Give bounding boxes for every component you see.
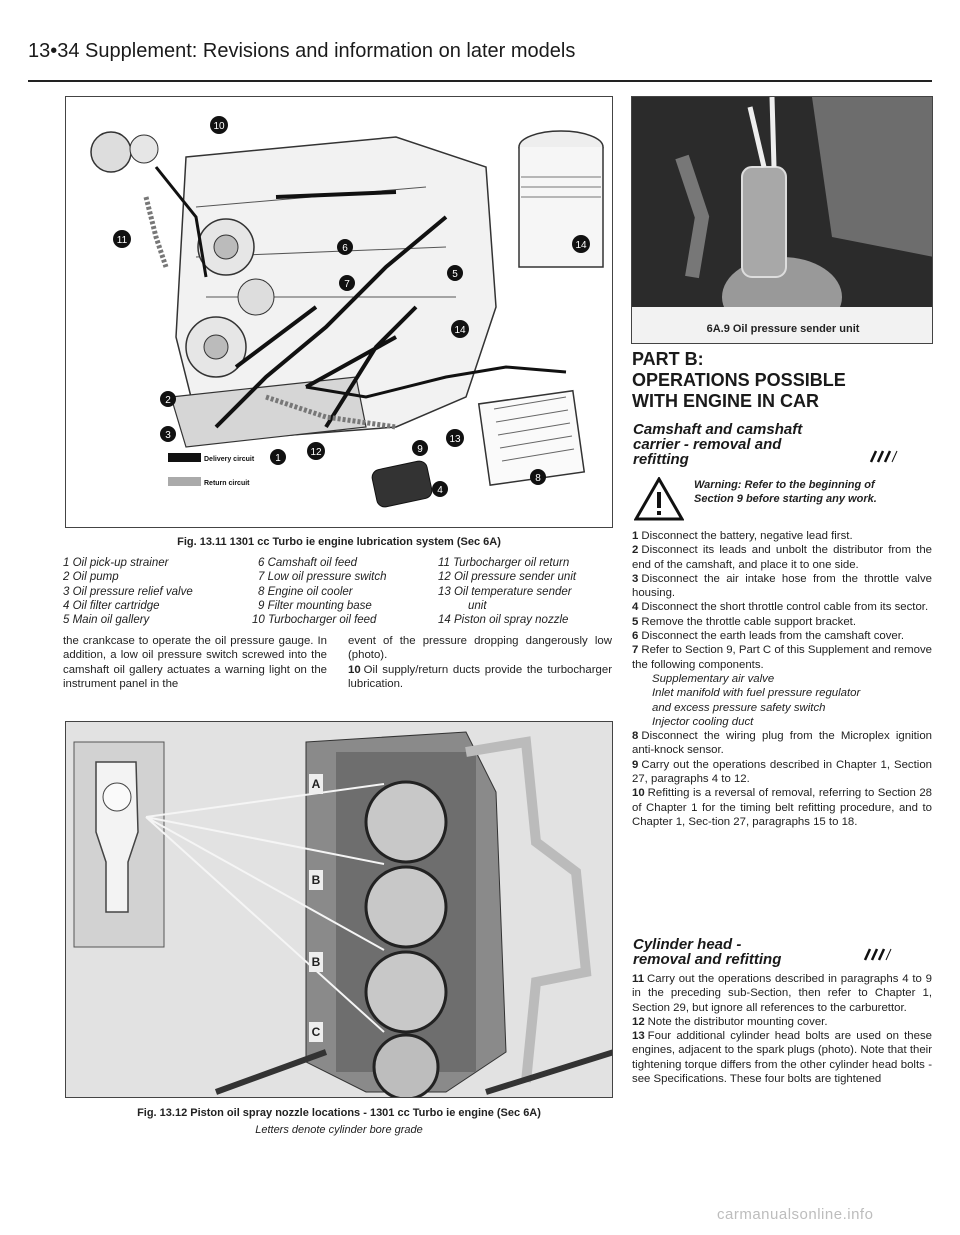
svg-text:A: A	[311, 777, 321, 791]
legend-item: 14 Piston oil spray nozzle	[438, 614, 569, 627]
photo-6a9	[631, 96, 933, 344]
callout-7	[339, 275, 355, 291]
step-item	[632, 629, 932, 643]
step-text: Remove the throttle cable support bracket.	[641, 615, 856, 628]
grade-letter-b	[309, 870, 323, 890]
step-item	[632, 1029, 932, 1086]
fig-13-12-subcaption: Letters denote cylinder bore grade	[255, 1124, 423, 1136]
step-text: Four additional cylinder head bolts are used on these engines, adjacent to the spark plugs (photo). Note that their tightening torque differs from the other cylinder head bolts - see Specifications. These four bolts are tightened	[632, 1030, 932, 1086]
step-number: 8	[632, 730, 639, 743]
svg-text:5: 5	[452, 269, 458, 280]
step-number: 9	[632, 758, 639, 771]
oil-pressure-sender-photo	[632, 97, 933, 344]
step-text: Disconnect the air intake hose from the throttle valve housing.	[632, 572, 932, 600]
svg-text:C: C	[311, 1025, 321, 1039]
step-text: Refitting is a reversal of removal, referring to Section 28 of Chapter 1 for the timing belt refitting procedure, and to Chapter 1, Sec-tion 27, paragraphs 15 to 18.	[632, 787, 932, 828]
legend-item: 8 Engine oil cooler	[258, 585, 353, 598]
component-item: Supplementary air valve	[652, 672, 775, 685]
step-item	[632, 1015, 932, 1029]
svg-text:B: B	[311, 955, 321, 969]
warning-triangle-icon	[634, 477, 684, 521]
legend-item: 10 Turbocharger oil feed	[252, 614, 377, 627]
step-text: Carry out the operations described in Chapter 1, Section 27, paragraphs 4 to 12.	[632, 758, 932, 786]
step-text: Disconnect the wiring plug from the Microplex ignition anti-knock sensor.	[632, 730, 932, 757]
difficulty-spanners-icon	[862, 946, 894, 962]
step-text: Disconnect its leads and unbolt the distributor from the end of the camshaft, and place it to one side.	[632, 544, 932, 571]
step-item	[632, 758, 932, 787]
step-item	[632, 786, 932, 829]
callout-8	[530, 469, 546, 485]
step-item	[632, 615, 932, 629]
step-number: 7	[632, 644, 639, 657]
page-header-title: 13•34 Supplement: Revisions and information on later models	[28, 40, 576, 62]
cylhead-heading-l1: Cylinder head -	[633, 936, 742, 953]
cylhead-heading-l2: removal and refitting	[633, 951, 782, 968]
svg-text:6: 6	[342, 243, 348, 254]
step-number: 11	[632, 973, 645, 985]
svg-text:13: 13	[449, 434, 461, 445]
component-item: and excess pressure safety switch	[652, 701, 826, 714]
return-circuit-label: Return circuit	[204, 480, 250, 487]
step-text: Disconnect the earth leads from the camshaft cover.	[641, 630, 905, 643]
return-circuit-swatch	[168, 477, 201, 486]
photo-6a9-caption: 6A.9 Oil pressure sender unit	[706, 323, 860, 335]
step-item	[632, 543, 932, 572]
legend-item: 1 Oil pick-up strainer	[63, 557, 169, 569]
callout-11	[113, 230, 131, 248]
legend-item: 6 Camshaft oil feed	[258, 557, 358, 569]
step-item	[632, 600, 932, 614]
step-text: Note the distributor mounting cover.	[647, 1015, 828, 1028]
difficulty-spanners-icon	[868, 448, 900, 464]
callout-2	[160, 391, 176, 407]
component-item: Injector cooling duct	[652, 715, 754, 728]
callout-1	[270, 449, 286, 465]
svg-text:7: 7	[344, 279, 350, 290]
step-number: 6	[632, 630, 639, 643]
callout-6	[337, 239, 353, 255]
component-item: Inlet manifold with fuel pressure regulator	[652, 687, 861, 700]
step-item	[632, 572, 932, 601]
grade-letter-a	[309, 774, 323, 794]
step-number: 2	[632, 544, 639, 557]
step-number: 3	[632, 572, 639, 585]
legend-column-2	[252, 556, 386, 627]
step-number: 12	[632, 1015, 645, 1028]
svg-text:8: 8	[535, 473, 541, 484]
figure-13-12	[65, 721, 613, 1098]
legend-item: 11 Turbocharger oil return	[438, 557, 570, 569]
callout-5	[447, 265, 463, 281]
callout-13	[446, 429, 464, 447]
warning-text: Warning: Refer to the beginning of Section 9 before starting any work.	[694, 479, 877, 505]
legend-item: 12 Oil pressure sender unit	[438, 571, 577, 584]
camshaft-steps	[632, 529, 932, 829]
camshaft-heading-l2: carrier - removal and	[633, 436, 782, 453]
step-text: Disconnect the short throttle control cable from its sector.	[641, 601, 929, 614]
callout-9	[412, 440, 428, 456]
fig-13-11-caption: Fig. 13.11 1301 cc Turbo ie engine lubrication system (Sec 6A)	[177, 536, 501, 548]
grade-letter-c	[309, 1022, 323, 1042]
svg-text:14: 14	[575, 240, 587, 251]
step-number: 13	[632, 1030, 645, 1043]
grade-letter-b	[309, 952, 323, 972]
camshaft-heading-l3: refitting	[633, 451, 689, 468]
legend-item: 4 Oil filter cartridge	[63, 599, 160, 612]
callout-10	[210, 116, 228, 134]
figure-13-11	[65, 96, 613, 528]
legend-item: unit	[468, 599, 487, 612]
step-item	[632, 729, 932, 758]
legend-item: 3 Oil pressure relief valve	[63, 585, 193, 598]
callout-14-mid	[451, 320, 469, 338]
body-text-col2	[348, 634, 612, 691]
part-b-line3: WITH ENGINE IN CAR	[632, 391, 819, 411]
body-text-col1: the crankcase to operate the oil pressure gauge. In addition, a low oil pressure switch screwed into the camshaft oil gallery actuates a warning light on the instrument panel in the	[63, 635, 327, 690]
engine-lubrication-drawing	[66, 97, 613, 528]
step-text: Carry out the operations described in paragraphs 4 to 9 in the preceding sub-Section, then refer to Chapter 1, Section 29, but ignore all references to the carburettor.	[632, 973, 932, 1014]
callout-12	[307, 442, 325, 460]
legend-column-3	[438, 556, 576, 627]
step-number: 10	[348, 663, 361, 676]
camshaft-section-heading	[633, 422, 893, 467]
legend-column-1	[63, 556, 193, 627]
step-number: 1	[632, 530, 639, 542]
step-item	[632, 529, 932, 543]
cylinder-head-section-heading	[633, 937, 893, 967]
cylinder-head-steps	[632, 972, 932, 1086]
legend-item: 9 Filter mounting base	[258, 599, 372, 612]
site-watermark: carmanualsonline.info	[717, 1206, 874, 1223]
cylinder-block-photo	[66, 722, 613, 1098]
body-text-col2-b: Oil supply/return ducts provide the turbocharger lubrication.	[348, 663, 612, 690]
delivery-circuit-label: Delivery circuit	[204, 456, 255, 463]
svg-text:10: 10	[213, 121, 225, 132]
part-b-line2: OPERATIONS POSSIBLE	[632, 370, 846, 390]
legend-item: 2 Oil pump	[63, 571, 119, 584]
step-item	[632, 643, 932, 672]
callout-14-top	[572, 235, 590, 253]
callout-4	[432, 481, 448, 497]
step-text: Refer to Section 9, Part C of this Supplement and remove the following components.	[632, 644, 932, 671]
svg-text:14: 14	[454, 325, 466, 336]
step-item	[632, 972, 932, 1015]
part-b-heading	[632, 349, 932, 412]
legend-item: 13 Oil temperature sender	[438, 585, 572, 598]
svg-text:B: B	[311, 873, 321, 887]
svg-text:11: 11	[116, 235, 128, 246]
step-number: 4	[632, 601, 639, 614]
part-b-line1: PART B:	[632, 349, 704, 369]
delivery-circuit-swatch	[168, 453, 201, 462]
svg-text:2: 2	[165, 395, 171, 406]
svg-text:1: 1	[275, 453, 281, 464]
camshaft-heading-l1: Camshaft and camshaft	[633, 421, 803, 438]
svg-text:3: 3	[165, 430, 171, 441]
step-number: 5	[632, 615, 639, 628]
legend-item: 5 Main oil gallery	[63, 614, 150, 627]
legend-item: 7 Low oil pressure switch	[258, 571, 387, 584]
step-number: 10	[632, 787, 645, 800]
header-rule	[28, 80, 932, 82]
svg-text:4: 4	[437, 485, 443, 496]
body-text-col2-a: event of the pressure dropping dangerously low (photo).	[348, 635, 612, 662]
svg-text:9: 9	[417, 444, 423, 455]
callout-3	[160, 426, 176, 442]
step-text: Disconnect the battery, negative lead first.	[641, 530, 853, 542]
svg-text:12: 12	[310, 447, 322, 458]
fig-13-12-caption: Fig. 13.12 Piston oil spray nozzle locations - 1301 cc Turbo ie engine (Sec 6A)	[137, 1107, 541, 1119]
